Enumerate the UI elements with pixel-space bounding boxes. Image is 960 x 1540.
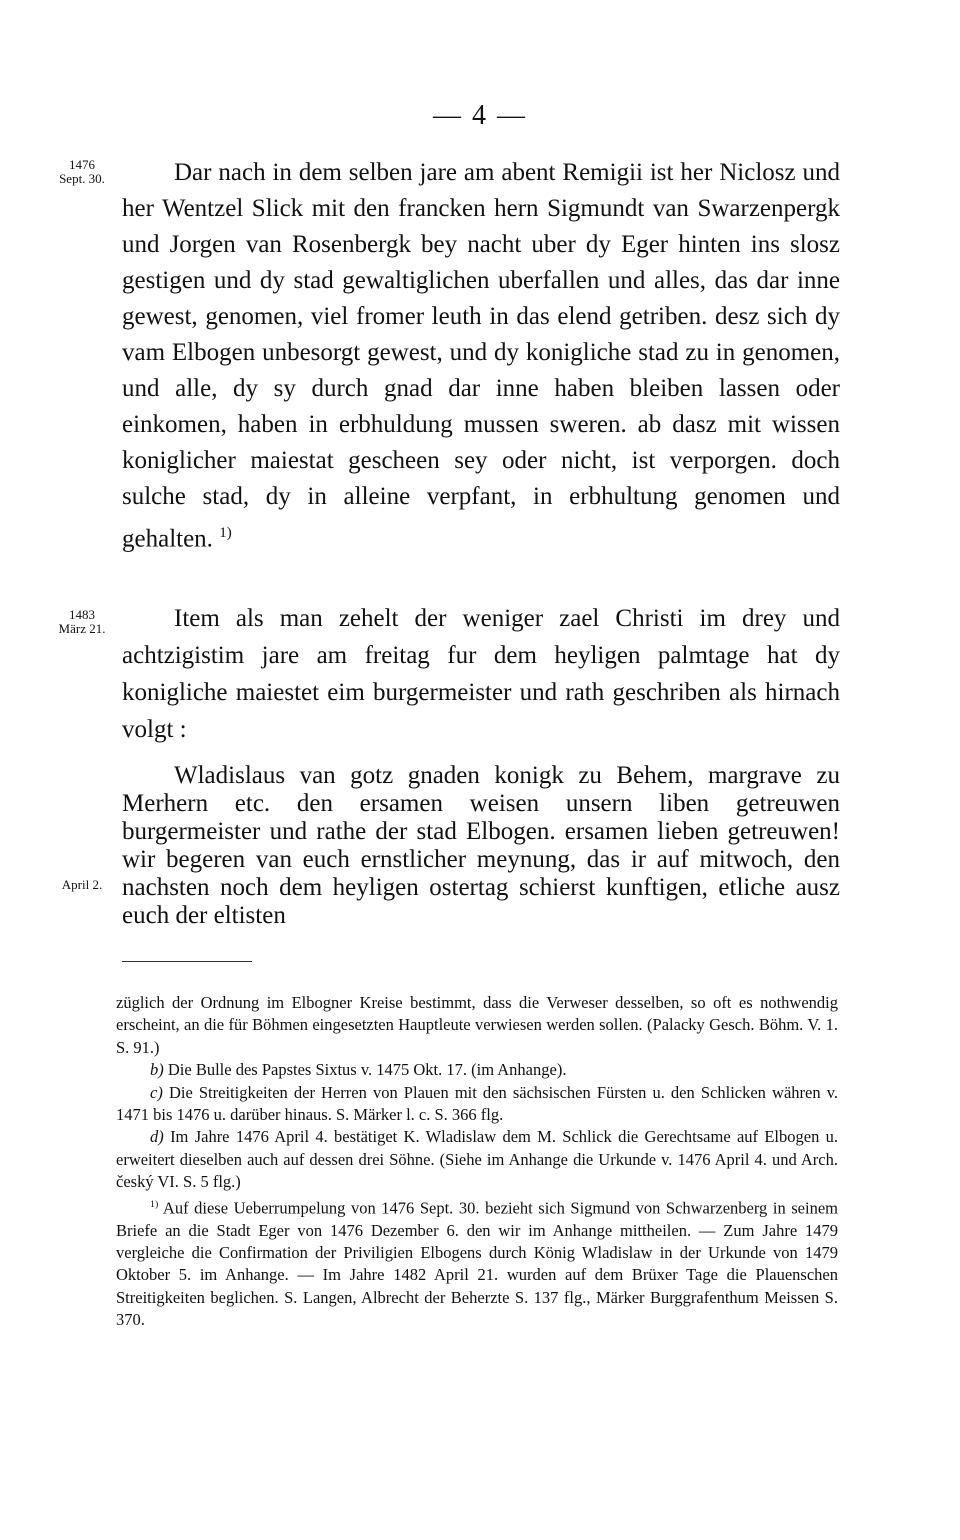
- margin-note-year: 1483: [69, 607, 95, 622]
- paragraph-1483-letter-intro: Item als man zehelt der weniger zael Christi im drey und achtzigistim jare am freitag fur dem heyligen palmtage hat dy konigliche maiestet eim burgermeister und rath geschriben als hirnach volgt :: [122, 605, 840, 743]
- footnote-label: b): [150, 1060, 164, 1080]
- margin-note-1483: [44, 608, 120, 636]
- margin-note-date: März 21.: [58, 621, 106, 636]
- margin-note-date: Sept. 30.: [59, 171, 105, 186]
- footnote-label: c): [150, 1082, 163, 1102]
- footnote-divider: [122, 961, 252, 962]
- paragraph-royal-letter: Wladislaus van gotz gnaden konigk zu Behem, margrave zu Merhern etc. den ersamen weisen unsern liben getreuwen burgermeister und rathe der stad Elbogen. ersamen lieben getreuwen! wir begeren van euch ernstlicher meynung, das ir auf mitwoch, den nachsten noch dem heyligen ostertag schierst kunftigen, etliche ausz euch der eltisten: [122, 762, 840, 929]
- footnote-label: 1): [150, 1198, 159, 1210]
- footnote-c: [116, 1082, 838, 1127]
- paragraph-1476-raid: [122, 155, 840, 557]
- footnote-a-continuation: züglich der Ordnung im Elbogner Kreise bestimmt, dass die Verweser desselben, so oft es nothwendig erscheint, an die für Böhmen eingesetzten Hauptleute verwiesen werden sollen. (Palacky Gesch. Böhm. V. 1. S. 91.): [116, 993, 838, 1057]
- margin-note-year: 1476: [69, 157, 95, 172]
- footnote-text: Im Jahre 1476 April 4. bestätiget K. Wladislaw dem M. Schlick die Gerechtsame auf Elbogen u. erweitert dieselben auch auf dessen drei Söhne. (Siehe im Anhange die Urkunde v. 1476 April 4. und Arch. český VI. S. 5 flg.): [116, 1127, 838, 1192]
- margin-note-date: April 2.: [61, 877, 103, 892]
- footnote-text: Die Streitigkeiten der Herren von Plauen mit den sächsischen Fürsten u. den Schlicken währen v. 1471 bis 1476 u. darüber hinaus. S. Märker l. c. S. 366 flg.: [116, 1082, 839, 1125]
- footnote-text: Auf diese Ueberrumpelung von 1476 Sept. 30. bezieht sich Sigmund von Schwarzenberg in seinem Briefe an die Stadt Eger von 1476 Dezember 6. den wir im Anhange mittheilen. — Zum Jahre 1479 vergleiche die Confirmation der Priviligien Elbogens durch König Wladislaw in der Urkunde von 1479 Oktober 5. im Anhange. — Im Jahre 1482 April 21. wurden auf dem Brüxer Tage die Plauenschen Streitigkeiten beglichen. S. Langen, Albrecht der Beherzte S. 137 flg., Märker Burggrafenthum Meissen S. 370.: [116, 1198, 839, 1330]
- margin-note-1476: [44, 158, 120, 186]
- footnote-1: [116, 1194, 838, 1332]
- footnote-label: d): [150, 1127, 164, 1147]
- footnote-b: [116, 1059, 838, 1081]
- page-number: — 4 —: [433, 100, 527, 131]
- footnote-text: Die Bulle des Papstes Sixtus v. 1475 Okt. 17. (im Anhange).: [167, 1060, 567, 1080]
- footnotes: [116, 992, 838, 1332]
- footnote-ref-1: 1): [219, 525, 232, 541]
- margin-note-april: [44, 878, 120, 892]
- paragraph-text: Dar nach in dem selben jare am abent Remigii ist her Niclosz und her Wentzel Slick mit den francken hern Sigmundt van Swarzenpergk und Jorgen van Rosenbergk bey nacht uber dy Eger hinten ins slosz gestigen und dy stad gewaltiglichen uberfallen und alles, das dar inne gewest, genomen, viel fromer leuth in das elend getriben. desz sich dy vam Elbogen unbesorgt gewest, und dy konigliche stad zu in genomen, und alle, dy sy durch gnad dar inne haben bleiben lassen oder einkomen, haben in erbhuldung mussen sweren. ab dasz mit wissen koniglicher maiestat gescheen sey oder nicht, ist verporgen. doch sulche stad, dy in alleine verpfant, in erbhultung genomen und gehalten.: [122, 159, 840, 553]
- footnote-d: [116, 1126, 838, 1193]
